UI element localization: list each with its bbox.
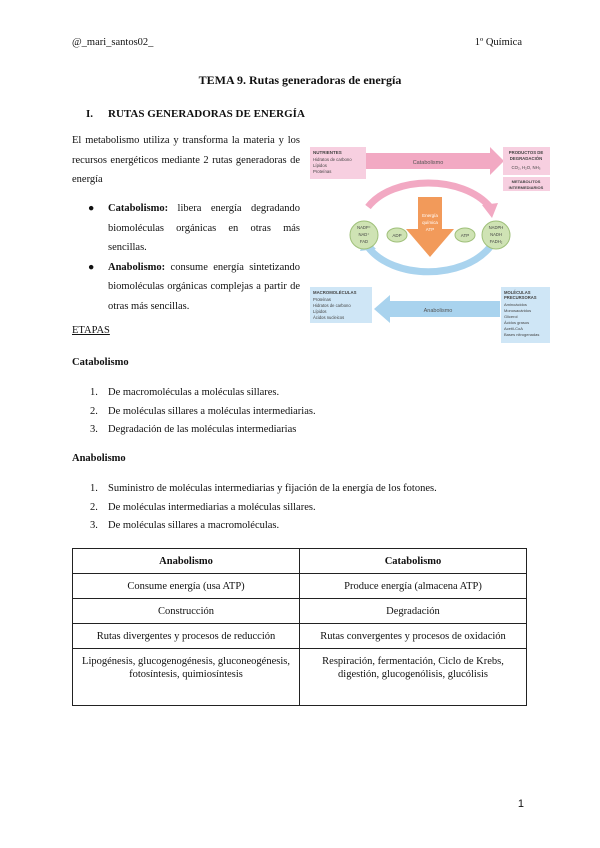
etapas-heading: ETAPAS <box>72 325 110 336</box>
anabolism-label: Anabolismo <box>423 308 453 314</box>
section-number: I. <box>86 108 94 120</box>
intro-paragraph: El metabolismo utiliza y transforma la materia y los recursos energéticos mediante 2 rutas generadoras de energía <box>72 135 300 185</box>
section-heading <box>86 108 305 120</box>
products-title: PRODUCTOS DE <box>508 150 544 155</box>
nutrients-title: NUTRIENTES <box>313 150 342 155</box>
page-title: TEMA 9. Rutas generadoras de energía <box>198 73 402 87</box>
list-item <box>90 499 437 518</box>
step-number: 1. <box>90 387 98 398</box>
macromolecules-item: Lípidos <box>313 309 327 314</box>
bullet-catabolism <box>88 199 300 258</box>
list-item <box>90 421 316 440</box>
catabolism-heading: Catabolismo <box>72 357 129 368</box>
step-number: 2. <box>90 501 98 513</box>
precursors-title-2: PRECURSORAS <box>504 295 537 300</box>
macromolecules-item: Hidratos de carbono <box>313 303 351 308</box>
step-number: 3. <box>90 520 98 531</box>
catabolism-steps <box>90 384 316 440</box>
atp-label: ATP <box>460 233 470 238</box>
step-number: 3. <box>90 424 98 435</box>
nutrients-item: Proteínas <box>313 169 332 174</box>
table-row <box>73 599 527 624</box>
page-number: 1 <box>517 798 524 810</box>
table-cell: Rutas convergentes y procesos de oxidación <box>300 624 527 649</box>
comparison-table <box>72 548 527 706</box>
bullet-list <box>88 199 300 316</box>
list-item <box>90 480 437 499</box>
header-course: 1º Química <box>474 37 522 48</box>
bullet-anabolism <box>88 258 300 317</box>
coin-label: NADH <box>490 232 502 237</box>
step-text: Degradación de las moléculas intermediarias <box>108 424 297 435</box>
table-cell: Construcción <box>73 599 300 624</box>
table-row <box>73 574 527 599</box>
table-header: Catabolismo <box>300 549 527 574</box>
table-cell: Lipogénesis, glucogenogénesis, gluconeogénesis, fotosíntesis, quimiosíntesis <box>73 649 300 706</box>
products-title-2: DEGRADACIÓN <box>509 156 543 161</box>
precursors-title: MOLÉCULAS <box>504 290 531 295</box>
coin-label: NADP⁺ <box>357 225 371 230</box>
coin-label: NADPH <box>488 225 504 230</box>
macromolecules-item: Proteínas <box>313 297 331 302</box>
metabolites-label-2: INTERMEDIARIOS <box>508 185 544 190</box>
list-item <box>90 384 316 403</box>
bullet-dot: ● <box>88 203 95 214</box>
energy-text: química <box>422 220 438 225</box>
table-row <box>73 649 527 706</box>
step-text: Suministro de moléculas intermediarias y fijación de la energía de los fotones. <box>108 483 437 494</box>
adp-label: ADP <box>392 233 402 238</box>
precursors-item: Ácidos grasos <box>504 320 530 325</box>
precursors-item: Monosacáridos <box>504 308 532 313</box>
products-formula: CO₂, H₂O, NH₃ <box>511 165 541 170</box>
metabolites-label: METABOLITOS <box>511 179 541 184</box>
catabolism-label: Catabolismo <box>412 160 444 166</box>
nutrients-item: Hidratos de carbono <box>313 157 352 162</box>
anabolism-heading: Anabolismo <box>72 453 126 464</box>
bullet-text: consume energía sintetizando biomoléculas orgánicas complejas a partir de otras más sencillas. <box>108 261 300 312</box>
coin-label: NAD⁺ <box>358 232 370 237</box>
table-cell: Consume energía (usa ATP) <box>73 574 300 599</box>
nutrients-item: Lípidos <box>313 163 327 168</box>
list-item <box>90 403 316 422</box>
anabolism-steps <box>90 480 437 536</box>
precursors-item: Aminoácidos <box>504 302 527 307</box>
catabolism-arc-head <box>482 203 498 218</box>
table-cell: Degradación <box>300 599 527 624</box>
step-text: De moléculas sillares a moléculas intermediarias. <box>108 405 316 417</box>
table-row <box>73 624 527 649</box>
precursors-item: Bases nitrogenadas <box>504 332 540 337</box>
coin-label: FADH₂ <box>489 239 503 244</box>
step-number: 1. <box>90 483 98 494</box>
step-text: De moléculas intermediarias a moléculas sillares. <box>108 501 316 513</box>
energy-text: Energía <box>422 213 438 218</box>
bullet-text: libera energía degradando biomoléculas orgánicas en otras más sencillas. <box>108 203 300 253</box>
table-cell: Respiración, fermentación, Ciclo de Krebs, digestión, glucogenólisis, glucólisis <box>300 649 527 706</box>
bullet-dot: ● <box>88 261 95 273</box>
header-author: @_mari_santos02_ <box>72 37 154 48</box>
step-text: De moléculas sillares a macromoléculas. <box>108 520 280 531</box>
table-header-row <box>73 549 527 574</box>
table-header: Anabolismo <box>73 549 300 574</box>
precursors-item: Glicerol <box>504 314 518 319</box>
step-text: De macromoléculas a moléculas sillares. <box>108 387 280 398</box>
table-cell: Rutas divergentes y procesos de reducción <box>73 624 300 649</box>
section-title: RUTAS GENERADORAS DE ENERGÍA <box>108 108 305 120</box>
step-number: 2. <box>90 405 98 417</box>
macromolecules-item: Ácidos nucleicos <box>313 315 345 320</box>
bullet-term: Catabolismo: <box>108 203 169 214</box>
macromolecules-title: MACROMOLÉCULAS <box>313 290 357 295</box>
energy-text: ATP <box>425 227 435 232</box>
list-item <box>90 517 437 536</box>
bullet-term: Anabolismo: <box>108 261 166 273</box>
coin-label: FAD <box>359 239 369 244</box>
metabolism-diagram <box>308 145 544 345</box>
precursors-item: Acetil-CoA <box>504 326 523 331</box>
table-cell: Produce energía (almacena ATP) <box>300 574 527 599</box>
